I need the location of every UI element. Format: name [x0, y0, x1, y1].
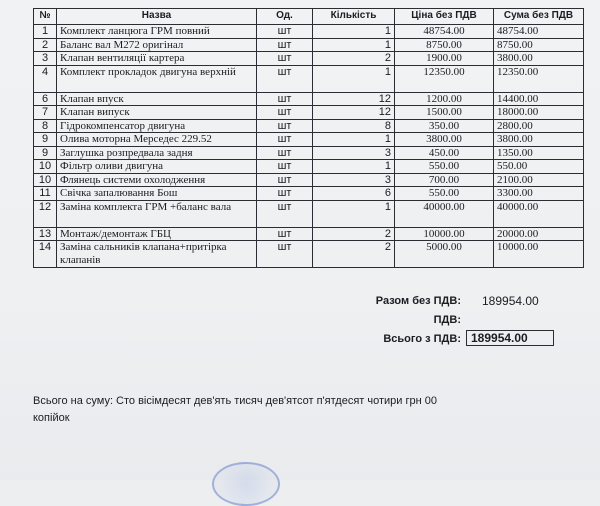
row-unit: шт	[257, 65, 313, 92]
row-name: Комплект прокладок двигуна верхній	[57, 65, 257, 92]
seal-stamp	[212, 462, 280, 506]
table-row	[34, 146, 584, 160]
row-qty: 2	[313, 227, 395, 241]
table-row	[34, 92, 584, 106]
table-row	[34, 52, 584, 66]
row-num: 9	[34, 133, 57, 147]
row-name: Монтаж/демонтаж ГБЦ	[57, 227, 257, 241]
row-qty: 12	[313, 92, 395, 106]
row-total: 8750.00	[494, 38, 584, 52]
row-price: 12350.00	[395, 65, 494, 92]
row-qty: 3	[313, 146, 395, 160]
row-total: 12350.00	[494, 65, 584, 92]
row-name: Комплект ланцюга ГРМ повний	[57, 25, 257, 39]
row-qty: 2	[313, 52, 395, 66]
row-num: 10	[34, 173, 57, 187]
row-unit: шт	[257, 119, 313, 133]
row-price: 10000.00	[395, 227, 494, 241]
row-name: Заглушка розпредвала задня	[57, 146, 257, 160]
row-name: Флянець системи охолодження	[57, 173, 257, 187]
row-price: 550.00	[395, 187, 494, 201]
table-row	[34, 65, 584, 92]
row-qty: 1	[313, 25, 395, 39]
row-price: 1200.00	[395, 92, 494, 106]
table-header-row	[34, 9, 584, 25]
row-total: 40000.00	[494, 200, 584, 227]
row-total: 20000.00	[494, 227, 584, 241]
header-price: Ціна без ПДВ	[395, 9, 494, 25]
header-unit: Од.	[257, 9, 313, 25]
row-qty: 8	[313, 119, 395, 133]
row-qty: 1	[313, 65, 395, 92]
table-row	[34, 200, 584, 227]
row-price: 450.00	[395, 146, 494, 160]
row-name: Заміна сальників клапана+притірка клапанів	[57, 241, 257, 268]
row-total: 1350.00	[494, 146, 584, 160]
row-unit: шт	[257, 200, 313, 227]
row-total: 14400.00	[494, 92, 584, 106]
row-num: 13	[34, 227, 57, 241]
row-price: 8750.00	[395, 38, 494, 52]
row-num: 14	[34, 241, 57, 268]
row-price: 40000.00	[395, 200, 494, 227]
row-price: 700.00	[395, 173, 494, 187]
row-price: 1500.00	[395, 106, 494, 120]
row-num: 4	[34, 65, 57, 92]
row-num: 1	[34, 25, 57, 39]
row-name: Клапан впуск	[57, 92, 257, 106]
subtotal-label: Разом без ПДВ:	[375, 295, 461, 307]
header-total: Сума без ПДВ	[494, 9, 584, 25]
row-unit: шт	[257, 187, 313, 201]
row-num: 12	[34, 200, 57, 227]
row-unit: шт	[257, 173, 313, 187]
row-qty: 1	[313, 160, 395, 174]
row-num: 9	[34, 146, 57, 160]
invoice-table	[33, 8, 584, 268]
row-num: 8	[34, 119, 57, 133]
row-price: 350.00	[395, 119, 494, 133]
row-unit: шт	[257, 106, 313, 120]
table-row	[34, 38, 584, 52]
total-value: 189954.00	[466, 330, 554, 346]
row-name: Клапан випуск	[57, 106, 257, 120]
row-qty: 3	[313, 173, 395, 187]
row-unit: шт	[257, 52, 313, 66]
row-name: Свічка запалювання Бош	[57, 187, 257, 201]
row-name: Гідрокомпенсатор двигуна	[57, 119, 257, 133]
subtotal-value: 189954.00	[482, 294, 539, 308]
row-total: 10000.00	[494, 241, 584, 268]
row-name: Заміна комплекта ГРМ +баланс вала	[57, 200, 257, 227]
amount-in-words: Всього на суму: Сто вісімдесят дев'ять тисяч дев'ятсот п'ятдесят чотири грн 00 копійок	[33, 395, 437, 424]
row-total: 48754.00	[494, 25, 584, 39]
header-name: Назва	[57, 9, 257, 25]
row-price: 1900.00	[395, 52, 494, 66]
row-qty: 1	[313, 38, 395, 52]
row-name: Клапан вентиляції картера	[57, 52, 257, 66]
row-qty: 1	[313, 200, 395, 227]
header-num: №	[34, 9, 57, 25]
row-name: Баланс вал М272 оригінал	[57, 38, 257, 52]
row-name: Олива моторна Мерседес 229.52	[57, 133, 257, 147]
row-total: 3800.00	[494, 52, 584, 66]
total-label: Всього з ПДВ:	[383, 333, 461, 345]
row-unit: шт	[257, 92, 313, 106]
row-qty: 12	[313, 106, 395, 120]
table-row	[34, 160, 584, 174]
table-row	[34, 187, 584, 201]
header-qty: Кількість	[313, 9, 395, 25]
row-num: 10	[34, 160, 57, 174]
row-num: 11	[34, 187, 57, 201]
row-unit: шт	[257, 146, 313, 160]
row-name: Фільтр оливи двигуна	[57, 160, 257, 174]
table-row	[34, 227, 584, 241]
table-row	[34, 119, 584, 133]
row-total: 550.00	[494, 160, 584, 174]
table-row	[34, 106, 584, 120]
table-row	[34, 25, 584, 39]
row-price: 550.00	[395, 160, 494, 174]
table-row	[34, 133, 584, 147]
row-total: 3800.00	[494, 133, 584, 147]
row-total: 2100.00	[494, 173, 584, 187]
row-unit: шт	[257, 241, 313, 268]
row-total: 3300.00	[494, 187, 584, 201]
row-qty: 2	[313, 241, 395, 268]
row-price: 48754.00	[395, 25, 494, 39]
row-num: 6	[34, 92, 57, 106]
table-row	[34, 173, 584, 187]
row-unit: шт	[257, 133, 313, 147]
row-num: 7	[34, 106, 57, 120]
vat-label: ПДВ:	[433, 314, 461, 326]
row-unit: шт	[257, 227, 313, 241]
row-unit: шт	[257, 38, 313, 52]
row-qty: 1	[313, 133, 395, 147]
row-unit: шт	[257, 160, 313, 174]
row-total: 2800.00	[494, 119, 584, 133]
row-num: 2	[34, 38, 57, 52]
row-price: 5000.00	[395, 241, 494, 268]
row-num: 3	[34, 52, 57, 66]
row-total: 18000.00	[494, 106, 584, 120]
row-unit: шт	[257, 25, 313, 39]
row-qty: 6	[313, 187, 395, 201]
row-price: 3800.00	[395, 133, 494, 147]
table-row	[34, 241, 584, 268]
